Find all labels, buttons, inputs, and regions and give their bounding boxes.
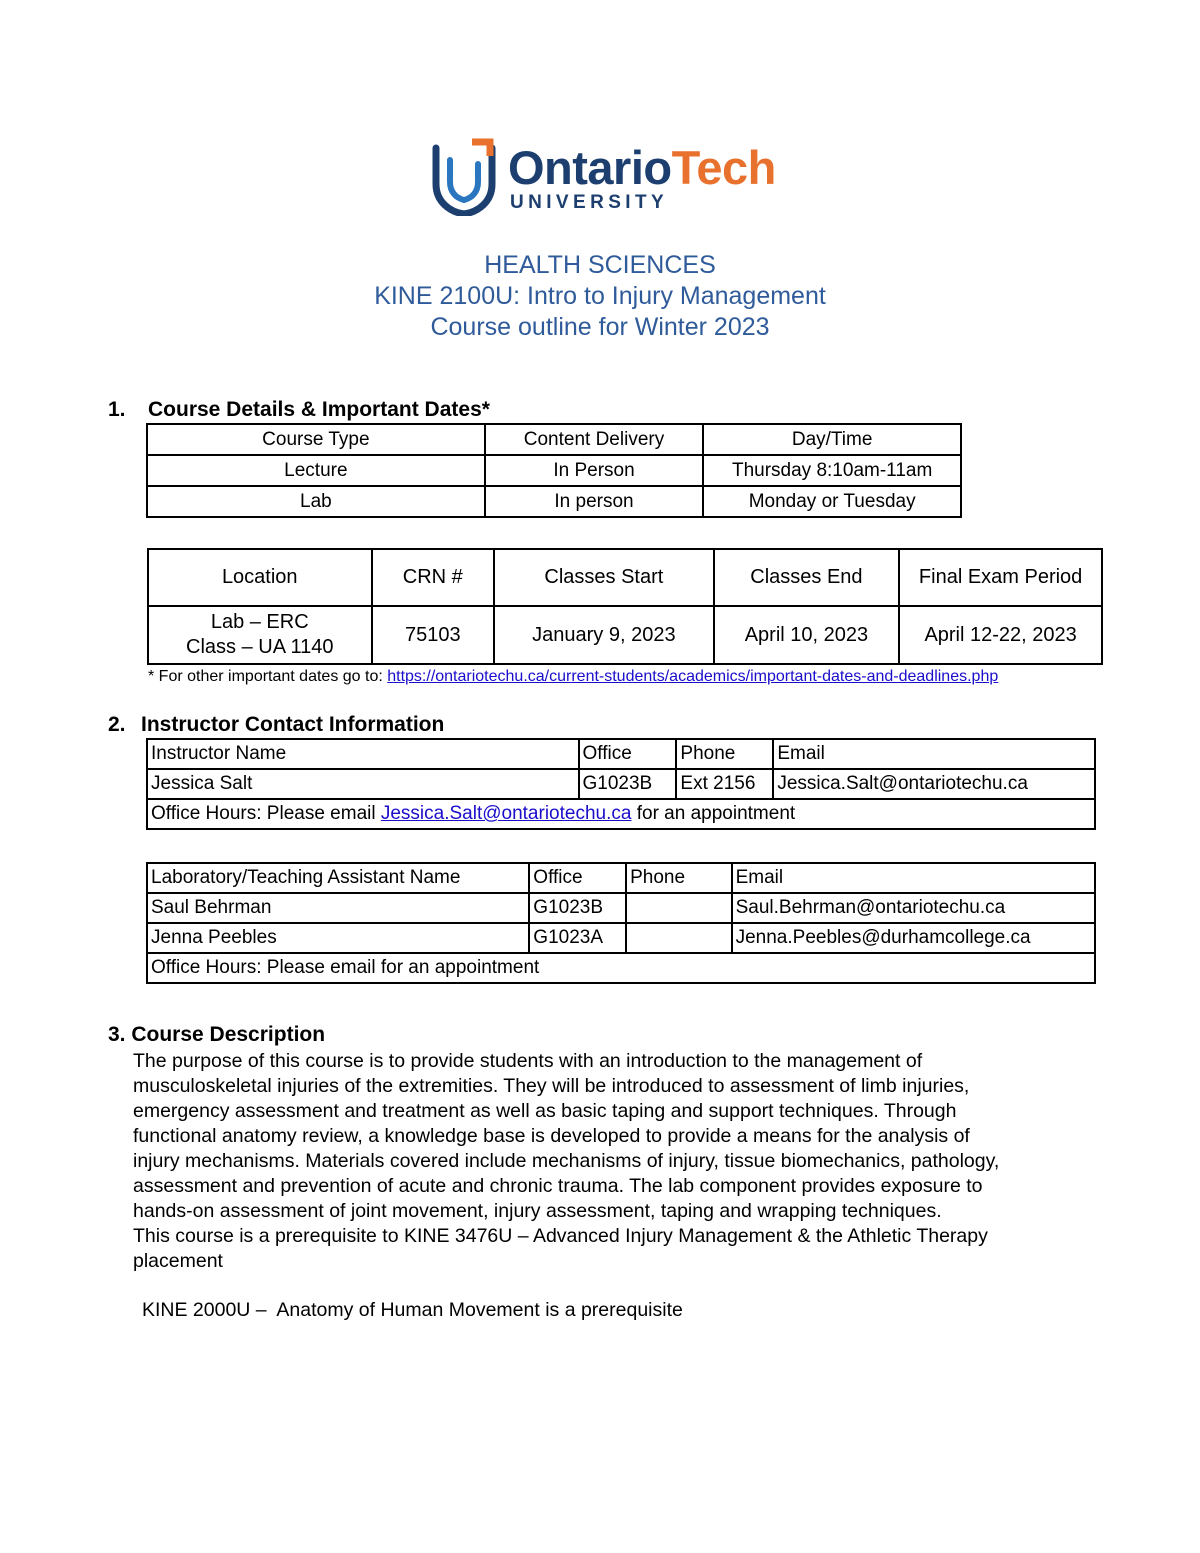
logo-university: UNIVERSITY: [510, 192, 669, 213]
table-header-cell: Location: [148, 549, 372, 606]
table-cell: Lecture: [147, 455, 485, 486]
course-title: KINE 2100U: Intro to Injury Management: [374, 282, 826, 310]
office-hours-cell: [147, 799, 1095, 829]
table-cell: Monday or Tuesday: [703, 486, 961, 517]
ta-phone: [626, 923, 732, 953]
office-hours-suffix: for an appointment: [631, 803, 796, 824]
section2-number: 2.: [108, 713, 126, 736]
section3-title: 3. Course Description: [108, 1023, 326, 1046]
important-dates-note: [148, 667, 998, 687]
description-line: injury mechanisms. Materials covered include mechanisms of injury, tissue biomechanics, pathology,: [133, 1150, 1000, 1172]
table-header-cell: Content Delivery: [485, 424, 704, 455]
table-header-row: [147, 863, 1095, 893]
ta-name: Jenna Peebles: [147, 923, 529, 953]
course-description: [133, 1049, 1093, 1274]
ta-office: G1023A: [529, 923, 626, 953]
table-header-cell: Instructor Name: [147, 739, 579, 769]
section1-number: 1.: [108, 398, 126, 421]
table-row: [147, 923, 1095, 953]
section2-title: Instructor Contact Information: [141, 713, 445, 736]
ta-table: [146, 862, 1096, 984]
crn-cell: 75103: [372, 606, 495, 664]
table-header-cell: CRN #: [372, 549, 495, 606]
ta-office: G1023B: [529, 893, 626, 923]
table-header-cell: Course Type: [147, 424, 485, 455]
table-row: [147, 893, 1095, 923]
instructor-office: G1023B: [579, 769, 677, 799]
ta-email: Saul.Behrman@ontariotechu.ca: [732, 893, 1095, 923]
table-header-cell: Final Exam Period: [899, 549, 1102, 606]
classes-start-cell: January 9, 2023: [494, 606, 714, 664]
table-row: [148, 606, 1102, 664]
ontario-tech-logo: [432, 138, 776, 216]
location-lab: Lab – ERC: [210, 611, 309, 633]
instructor-table: [146, 738, 1096, 830]
outline-title: Course outline for Winter 2023: [430, 313, 770, 341]
description-line: assessment and prevention of acute and chronic trauma. The lab component provides exposure to: [133, 1175, 983, 1197]
table-row: [147, 455, 961, 486]
table-header-cell: Office: [529, 863, 626, 893]
ta-email: Jenna.Peebles@durhamcollege.ca: [732, 923, 1095, 953]
table-cell: In Person: [485, 455, 704, 486]
instructor-email-link[interactable]: Jessica.Salt@ontariotechu.ca: [380, 803, 632, 824]
table-cell: In person: [485, 486, 704, 517]
description-line: hands-on assessment of joint movement, injury assessment, taping and wrapping techniques.: [133, 1200, 942, 1222]
description-line: placement: [133, 1250, 223, 1272]
table-header-row: [147, 424, 961, 455]
instructor-phone: Ext 2156: [676, 769, 773, 799]
final-exam-cell: April 12-22, 2023: [899, 606, 1102, 664]
logo-wordmark: OntarioTech: [508, 141, 776, 194]
table-header-row: [147, 739, 1095, 769]
dates-table: [147, 548, 1103, 665]
instructor-name: Jessica Salt: [147, 769, 579, 799]
location-cell: [148, 606, 372, 664]
classes-end-cell: April 10, 2023: [714, 606, 900, 664]
prerequisite-note: KINE 2000U – Anatomy of Human Movement is a prerequisite: [142, 1299, 683, 1321]
table-header-cell: Classes Start: [494, 549, 714, 606]
office-hours-text: Office Hours: Please email: [151, 803, 381, 824]
table-header-cell: Email: [732, 863, 1095, 893]
table-header-cell: Phone: [626, 863, 732, 893]
ta-office-hours: Office Hours: Please email for an appointment: [147, 953, 1095, 983]
table-row: [147, 953, 1095, 983]
table-header-cell: Classes End: [714, 549, 900, 606]
table-header-row: [148, 549, 1102, 606]
table-cell: Thursday 8:10am-11am: [703, 455, 961, 486]
ta-phone: [626, 893, 732, 923]
description-line: emergency assessment and treatment as well as basic taping and support techniques. Through: [133, 1100, 957, 1122]
description-line: functional anatomy review, a knowledge base is developed to provide a means for the analysis of: [133, 1125, 970, 1147]
table-header-cell: Phone: [676, 739, 773, 769]
location-class: Class – UA 1140: [186, 636, 334, 658]
note-text: * For other important dates go to:: [148, 668, 388, 685]
section1-title: Course Details & Important Dates*: [148, 398, 490, 421]
ta-name: Saul Behrman: [147, 893, 529, 923]
table-header-cell: Day/Time: [703, 424, 961, 455]
faculty-title: HEALTH SCIENCES: [484, 251, 716, 279]
shield-logo-icon: [432, 138, 498, 216]
instructor-email: Jessica.Salt@ontariotechu.ca: [773, 769, 1095, 799]
description-line: The purpose of this course is to provide students with an introduction to the management of: [133, 1050, 923, 1072]
important-dates-link[interactable]: https://ontariotechu.ca/current-students/academics/important-dates-and-deadlines.php: [387, 668, 999, 685]
table-row: [147, 799, 1095, 829]
table-row: [147, 769, 1095, 799]
description-line: musculoskeletal injuries of the extremities. They will be introduced to assessment of limb injuries,: [133, 1075, 970, 1097]
table-header-cell: Office: [579, 739, 677, 769]
delivery-table: [146, 423, 962, 518]
table-row: [147, 486, 961, 517]
table-header-cell: Laboratory/Teaching Assistant Name: [147, 863, 529, 893]
description-line: This course is a prerequisite to KINE 3476U – Advanced Injury Management & the Athletic Therapy: [133, 1225, 988, 1247]
table-cell: Lab: [147, 486, 485, 517]
table-header-cell: Email: [773, 739, 1095, 769]
